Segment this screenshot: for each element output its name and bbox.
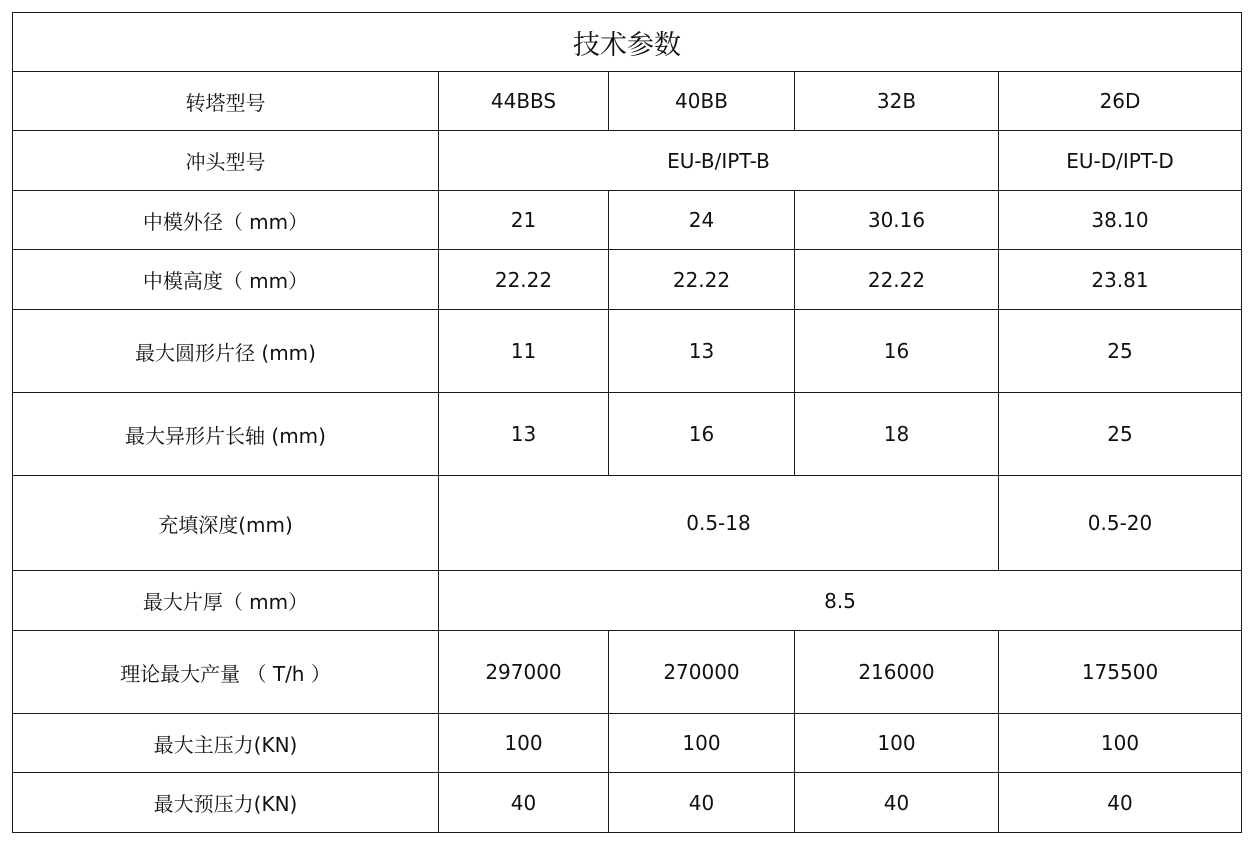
table-cell: 25: [999, 310, 1242, 393]
row-label: 中模高度（ mm）: [13, 250, 439, 310]
table-row: [13, 131, 1242, 191]
table-cell: 175500: [999, 631, 1242, 714]
table-cell: 21: [439, 191, 609, 250]
table-cell: 100: [795, 714, 999, 773]
table-cell: 22.22: [795, 250, 999, 310]
table-cell: 40: [795, 773, 999, 833]
table-cell: EU-D/IPT-D: [999, 131, 1242, 191]
table-row: [13, 571, 1242, 631]
table-cell: EU-B/IPT-B: [439, 131, 999, 191]
table-cell: 100: [439, 714, 609, 773]
table-cell: 25: [999, 393, 1242, 476]
table-cell: 40: [609, 773, 795, 833]
table-cell: 16: [795, 310, 999, 393]
row-label: 最大异形片长轴 (mm): [13, 393, 439, 476]
table-cell: 40: [439, 773, 609, 833]
table-cell: 0.5-18: [439, 476, 999, 571]
table-row: [13, 72, 1242, 131]
table-cell: 100: [999, 714, 1242, 773]
table-row: [13, 773, 1242, 833]
table-cell: 100: [609, 714, 795, 773]
table-row: [13, 714, 1242, 773]
table-cell: 270000: [609, 631, 795, 714]
row-label: 充填深度(mm): [13, 476, 439, 571]
title-row: [13, 13, 1242, 72]
table-cell: 0.5-20: [999, 476, 1242, 571]
table-cell: 23.81: [999, 250, 1242, 310]
table-cell: 38.10: [999, 191, 1242, 250]
table-cell: 22.22: [439, 250, 609, 310]
table-cell: 18: [795, 393, 999, 476]
row-label: 转塔型号: [13, 72, 439, 131]
table-row: [13, 393, 1242, 476]
table-row: [13, 476, 1242, 571]
row-label: 冲头型号: [13, 131, 439, 191]
row-label: 中模外径（ mm）: [13, 191, 439, 250]
table-cell: 16: [609, 393, 795, 476]
table-row: [13, 191, 1242, 250]
table-row: [13, 631, 1242, 714]
table-cell: 26D: [999, 72, 1242, 131]
table-cell: 11: [439, 310, 609, 393]
table-cell: 30.16: [795, 191, 999, 250]
table-cell: 297000: [439, 631, 609, 714]
table-cell: 44BBS: [439, 72, 609, 131]
row-label: 最大主压力(KN): [13, 714, 439, 773]
row-label: 最大片厚（ mm）: [13, 571, 439, 631]
row-label: 最大圆形片径 (mm): [13, 310, 439, 393]
row-label: 理论最大产量 （ T/h ）: [13, 631, 439, 714]
table-cell: 13: [609, 310, 795, 393]
table-title: 技术参数: [13, 13, 1242, 72]
table-cell: 8.5: [439, 571, 1242, 631]
table-row: [13, 310, 1242, 393]
table-cell: 216000: [795, 631, 999, 714]
table-cell: 22.22: [609, 250, 795, 310]
table-row: [13, 250, 1242, 310]
table-cell: 32B: [795, 72, 999, 131]
technical-parameters-table: [12, 12, 1242, 833]
table-cell: 13: [439, 393, 609, 476]
table-cell: 40BB: [609, 72, 795, 131]
row-label: 最大预压力(KN): [13, 773, 439, 833]
table-cell: 24: [609, 191, 795, 250]
table-cell: 40: [999, 773, 1242, 833]
